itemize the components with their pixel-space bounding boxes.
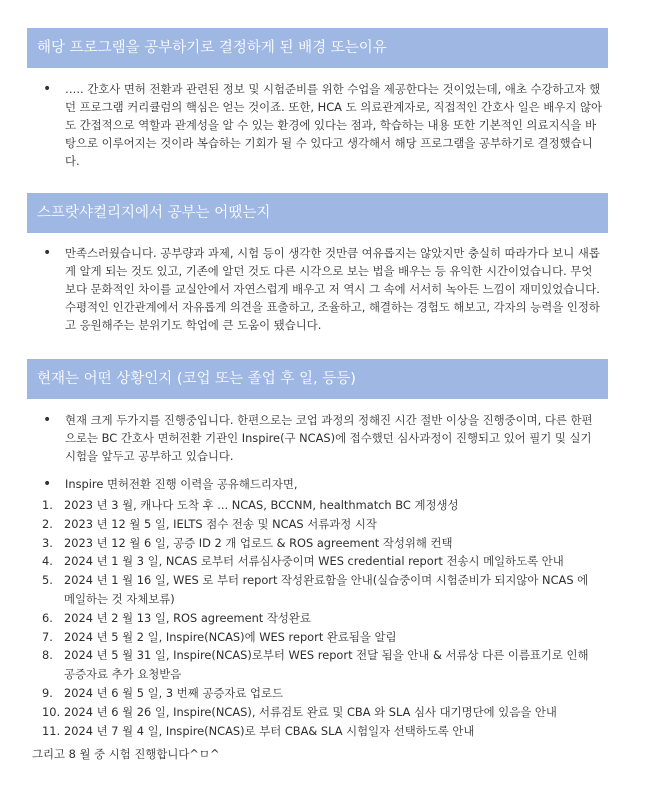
section-heading-current: 현재는 어떤 상황인지 (코업 또는 졸업 후 일, 등등) — [27, 359, 608, 399]
timeline-number: 8. — [42, 648, 53, 663]
timeline-item — [42, 722, 602, 741]
timeline-item — [42, 552, 602, 571]
timeline-text: 2024 년 7 월 4 일, Inspire(NCAS)로 부터 CBA& SLA 시험일자 선택하도록 안내 — [64, 723, 475, 738]
timeline-item — [42, 628, 602, 647]
timeline-number: 6. — [42, 610, 53, 625]
bullet-item — [43, 411, 603, 465]
timeline-text: 2023 년 12 월 6 일, 공증 ID 2 개 업로드 & ROS agreement 작성위해 컨택 — [64, 535, 453, 550]
bullet-item — [43, 80, 603, 170]
timeline-item — [42, 534, 602, 553]
timeline-text: 2024 년 5 월 2 일, Inspire(NCAS)에 WES report 완료됨을 알림 — [64, 629, 397, 644]
timeline-text: 2023 년 3 월, 캐나다 도착 후 ... NCAS, BCCNM, healthmatch BC 계정생성 — [64, 498, 459, 512]
bullet-icon: • — [43, 412, 52, 428]
timeline-item — [42, 515, 602, 534]
timeline-number: 11. — [42, 723, 61, 738]
timeline-text: 2023 년 12 월 5 일, IELTS 점수 전송 및 NCAS 서류과정 시작 — [64, 516, 377, 531]
bullet-text: 현재 크게 두가지를 진행중입니다. 한편으로는 코업 과정의 정해진 시간 절반 이상을 진행중이며, 다른 한편으로는 BC 간호사 면허전환 기관인 Inspire(구 NCAS)에 접수했던 심사과정이 진행되고 있어 필기 및 실기 시험을 앞두고 공부하고 있습니다. — [65, 413, 593, 463]
timeline-number: 5. — [42, 573, 53, 588]
section-body-current — [43, 411, 603, 493]
timeline-text: 2024 년 1 월 16 일, WES 로 부터 report 작성완료함을 안내(실습중이며 시험준비가 되지않아 NCAS 에 메일하는 것 자체보류) — [64, 573, 589, 606]
timeline-number: 1. — [42, 498, 53, 512]
section-heading-background: 해당 프로그램을 공부하기로 결정하게 된 배경 또는이유 — [27, 28, 608, 68]
timeline-text: 2024 년 2 월 13 일, ROS agreement 작성완료 — [64, 610, 311, 625]
timeline-item — [42, 496, 602, 515]
timeline-number: 4. — [42, 554, 53, 569]
timeline-item — [42, 703, 602, 722]
timeline-item — [42, 609, 602, 628]
timeline-list — [42, 496, 602, 740]
bullet-item — [43, 244, 603, 334]
timeline-number: 9. — [42, 685, 53, 700]
timeline-number: 2. — [42, 516, 53, 531]
bullet-text: 만족스러웠습니다. 공부량과 과제, 시험 등이 생각한 것만큼 여유롭지는 않았지만 충실히 따라가다 보니 새롭게 알게 되는 것도 있고, 기존에 알던 것도 다른 시각으로 보는 법을 배우는 등 유익한 시간이었습니다. 무엇보다 문화적인 차이를 교실안에서 자연스럽게 배우고 저 역시 그 속에 서서히 녹아든 느낌이 재미있었습니다. 수평적인 인간관계에서 자유롭게 의견을 표출하고, 조율하고, 해결하는 경험도 해보고, 각자의 능력을 인정하고 응원해주는 분위기도 학업에 큰 도움이 됐습니다. — [65, 246, 600, 332]
bullet-text: ….. 간호사 면허 전환과 관련된 정보 및 시험준비를 위한 수업을 제공한다는 것이었는데, 애초 수강하고자 했던 프로그램 커리큘럼의 핵심은 얻는 것이죠. 또한, HCA 도 의료관계자로, 직접적인 간호사 일은 배우지 않아도 간접적으로 역할과 관계성을 알 수 있는 환경에 있다는 점과, 학습하는 내용 또한 기본적인 의료지식을 바탕으로 이루어지는 것이라 복습하는 기회가 될 수 있다고 생각해서 해당 프로그램을 공부하기로 결정했습니다. — [65, 82, 603, 168]
timeline-number: 7. — [42, 629, 53, 644]
closing-note: 그리고 8 월 중 시험 진행합니다^ㅁ^ — [32, 747, 220, 761]
timeline-text: 2024 년 5 월 31 일, Inspire(NCAS)로부터 WES report 전달 됨을 안내 & 서류상 다른 이름표기로 인해 공증자료 추가 요청받음 — [64, 648, 589, 682]
bullet-item — [43, 475, 603, 493]
bullet-text: Inspire 면허전환 진행 이력을 공유해드리자면, — [65, 477, 298, 491]
bullet-icon: • — [43, 81, 52, 97]
bullet-icon: • — [43, 245, 52, 261]
section-body-study — [43, 244, 603, 334]
timeline-text: 2024 년 6 월 5 일, 3 번째 공증자료 업로드 — [64, 685, 283, 700]
timeline-item — [42, 684, 602, 703]
timeline-number: 3. — [42, 535, 53, 550]
timeline-item — [42, 646, 602, 684]
bullet-icon: • — [43, 476, 52, 492]
timeline-text: 2024 년 6 월 26 일, Inspire(NCAS), 서류검토 완료 및 CBA 와 SLA 심사 대기명단에 있음을 안내 — [64, 704, 557, 719]
timeline-number: 10. — [42, 704, 61, 719]
timeline-text: 2024 년 1 월 3 일, NCAS 로부터 서류심사중이며 WES credential report 전송시 메일하도록 안내 — [64, 554, 564, 569]
section-body-background — [43, 80, 603, 170]
section-heading-study: 스프랏샤컬리지에서 공부는 어땠는지 — [27, 193, 608, 233]
timeline-item — [42, 571, 602, 609]
